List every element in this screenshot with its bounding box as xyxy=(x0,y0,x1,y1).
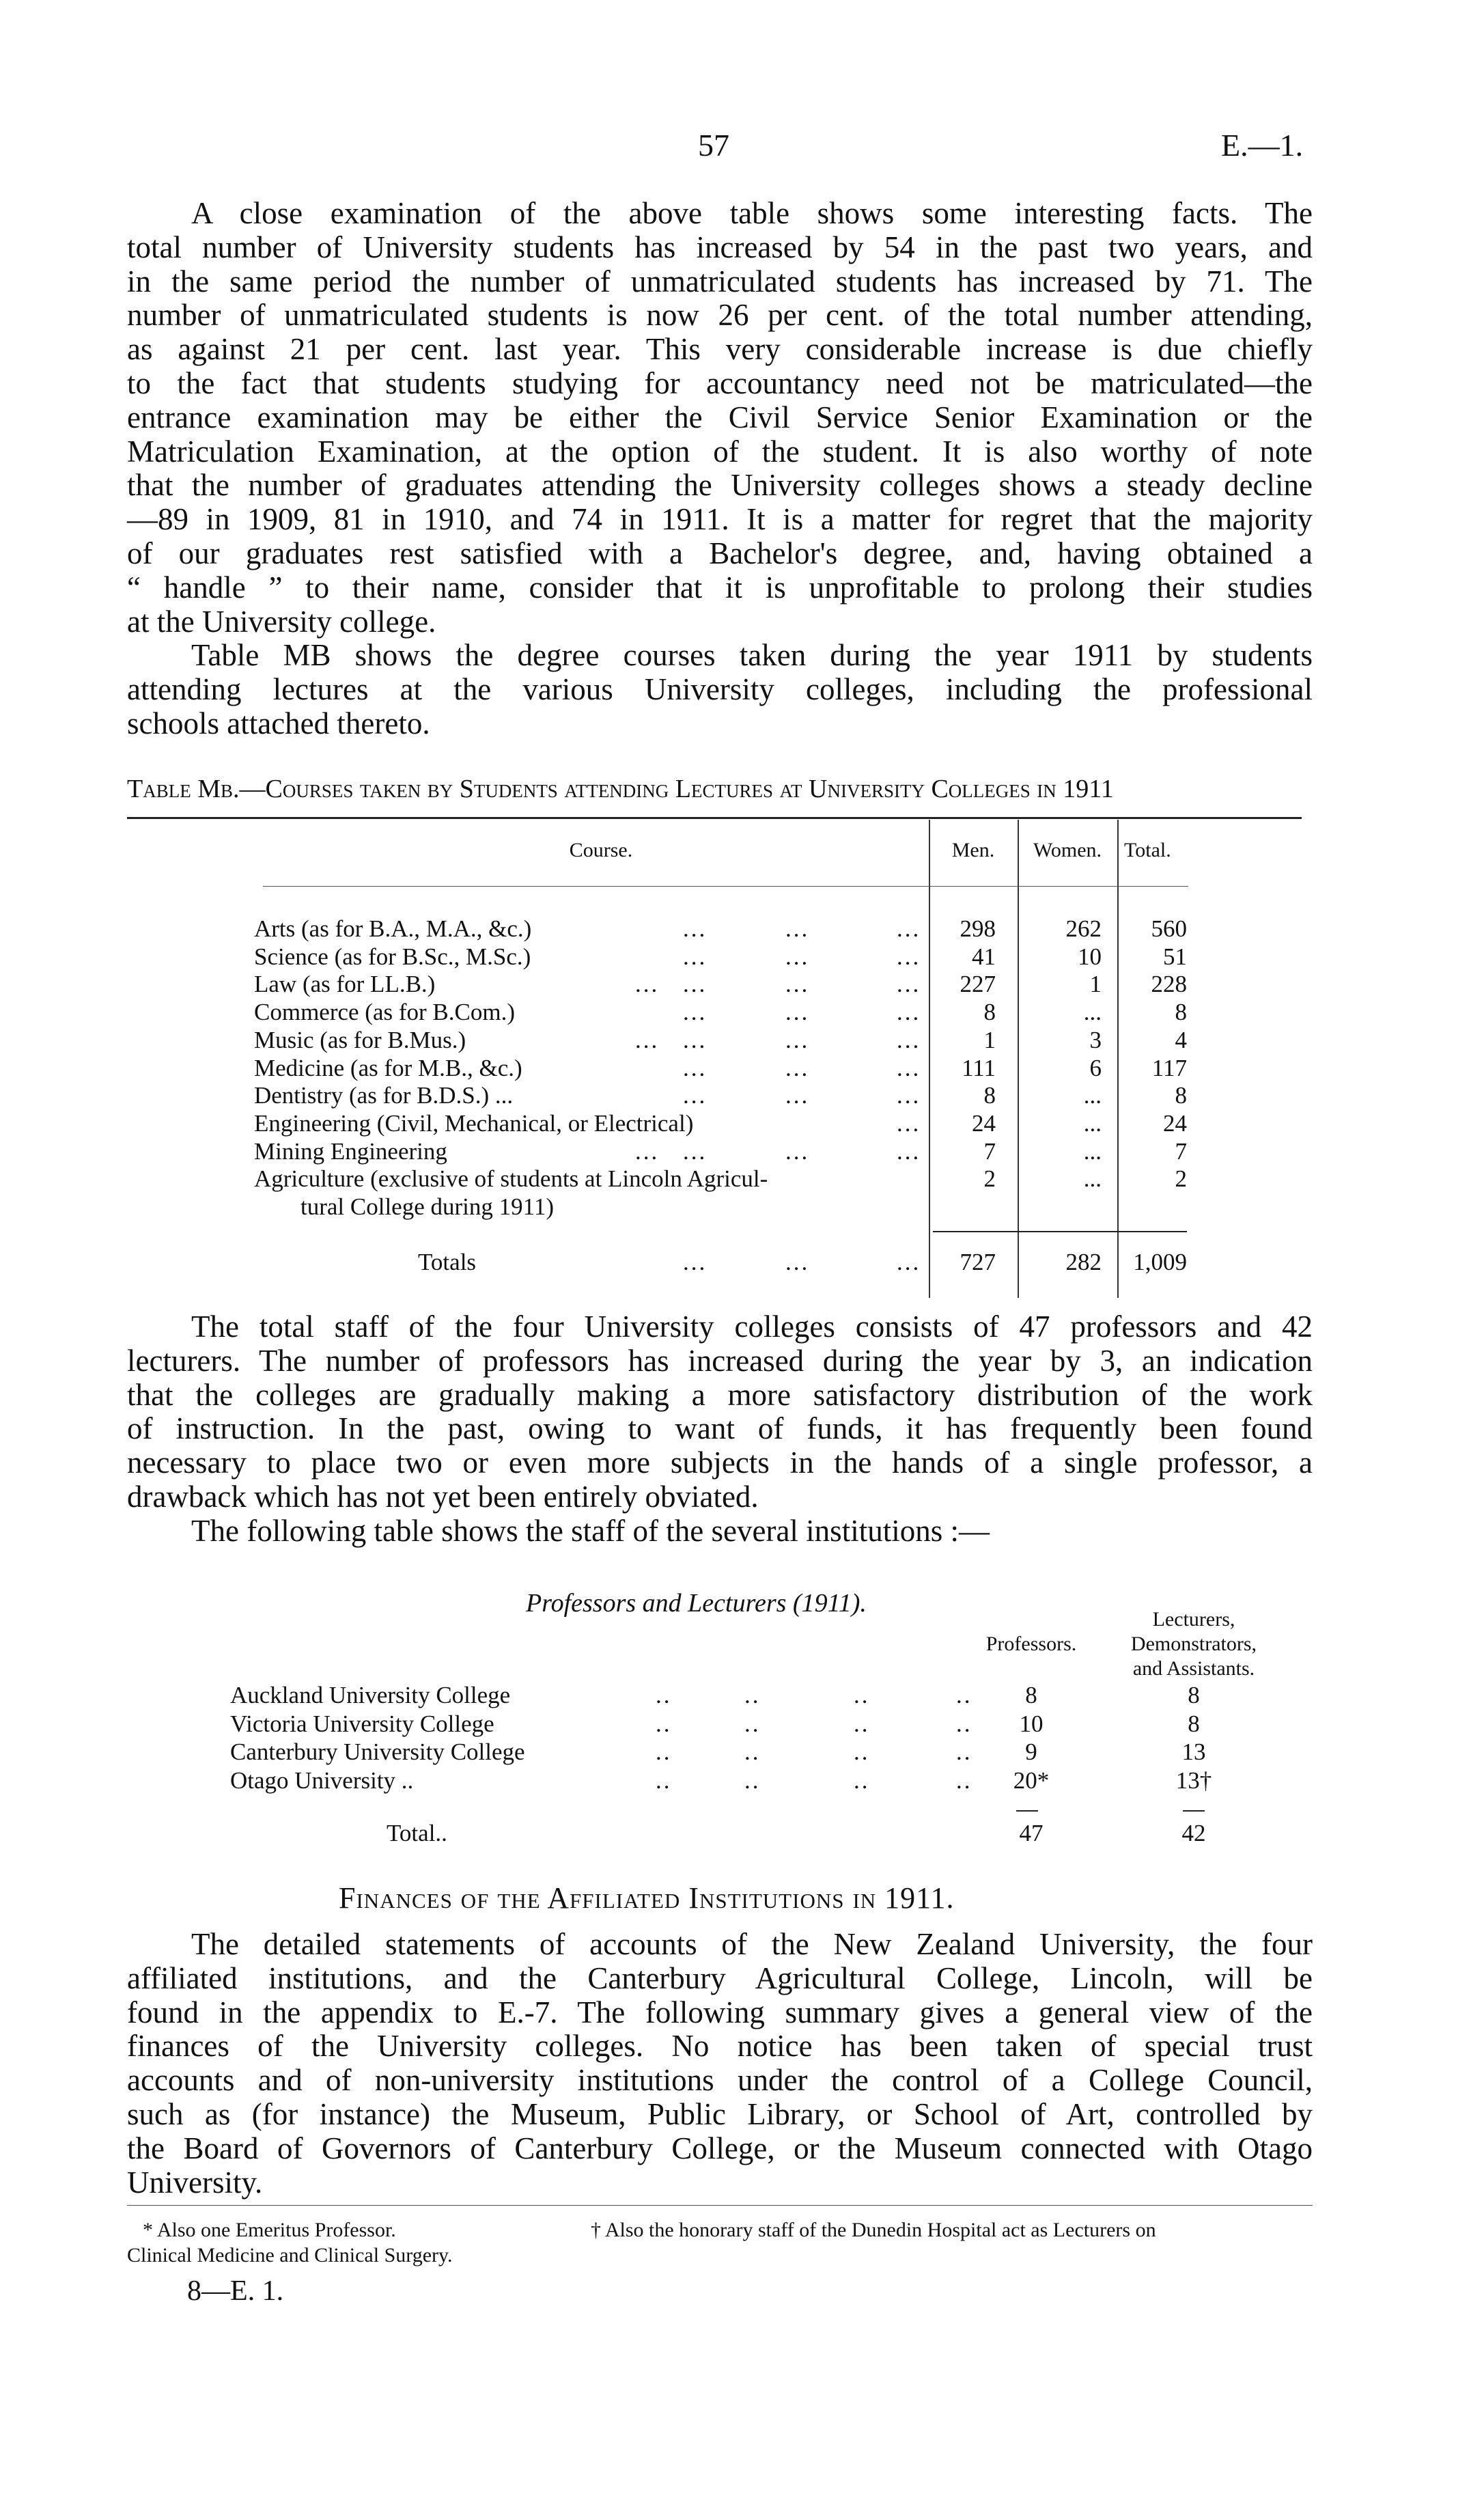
text-line: at the University college. xyxy=(127,604,436,639)
paragraph-3 xyxy=(127,1310,1313,1514)
leader-dots: ... xyxy=(785,1137,810,1165)
leader-dots: .. xyxy=(656,1682,672,1708)
leader-dots: ... xyxy=(897,971,921,998)
leader-dots: .. xyxy=(744,1766,761,1794)
header-lecturers-line: Lecturers, xyxy=(1152,1608,1235,1631)
leader-dots: ... xyxy=(897,1249,921,1275)
totals-rule xyxy=(933,1231,1187,1232)
text-line: Matriculation Examination, at the option of the student. It is also worthy of note xyxy=(127,434,1313,469)
professors-count: 8 xyxy=(1025,1682,1037,1708)
leader-dots: ... xyxy=(635,1137,660,1165)
women-count: 1 xyxy=(1089,971,1102,998)
leader-dots: .. xyxy=(854,1710,870,1737)
total-count: 24 xyxy=(1163,1109,1187,1137)
leader-dots: ... xyxy=(897,999,921,1026)
leader-dots: ... xyxy=(897,1109,921,1137)
men-count: 7 xyxy=(983,1137,996,1165)
leader-dots: .. xyxy=(854,1682,870,1708)
text-line: entrance examination may be either the Civil Service Senior Examination or the xyxy=(127,400,1313,434)
men-count: 8 xyxy=(983,999,996,1026)
men-count: 8 xyxy=(983,1082,996,1109)
total-count: 7 xyxy=(1175,1137,1187,1165)
footnote-star: * Also one Emeritus Professor. xyxy=(143,2219,396,2241)
women-count: 6 xyxy=(1089,1054,1102,1081)
staff-total-professors: 47 xyxy=(1019,1820,1044,1846)
paragraph-5 xyxy=(127,1928,1313,2200)
leader-dots: .. xyxy=(744,1710,761,1737)
course-label: Medicine (as for M.B., &c.) xyxy=(254,1054,522,1081)
leader-dots: ... xyxy=(635,1026,660,1053)
text-line: number of unmatriculated students is now 26 per cent. of the total number attending, xyxy=(127,298,1313,333)
leader-dots: ... xyxy=(897,915,921,942)
course-label: Law (as for LL.B.) xyxy=(254,971,436,998)
leader-dots: ... xyxy=(683,999,708,1026)
text-line: to the fact that students studying for accountancy need not be matriculated—the xyxy=(127,365,1313,400)
leader-dots: ... xyxy=(683,1137,708,1165)
column-divider xyxy=(1117,820,1119,1298)
leader-dots: ... xyxy=(785,1082,810,1109)
leader-dots: .. xyxy=(854,1766,870,1794)
leader-dots: ... xyxy=(683,915,708,942)
women-count: ... xyxy=(1083,1165,1102,1193)
text-line: lecturers. The number of professors has increased during the year by 3, an indication xyxy=(127,1343,1313,1378)
page-number: 57 xyxy=(698,128,729,163)
institution-name: Auckland University College xyxy=(230,1682,511,1708)
text-line: the Board of Governors of Canterbury College, or the Museum connected with Otago xyxy=(127,2131,1313,2165)
lecturers-count: 13 xyxy=(1181,1738,1206,1765)
leader-dots: ... xyxy=(785,971,810,998)
leader-dots: ... xyxy=(683,971,708,998)
column-divider xyxy=(929,820,930,1298)
text-line: “ handle ” to their name, consider that it is unprofitable to prolong their studies xyxy=(127,570,1313,605)
institution-name: Victoria University College xyxy=(230,1710,494,1737)
women-count: 3 xyxy=(1089,1026,1102,1053)
men-count: 298 xyxy=(960,915,996,942)
header-rule xyxy=(263,886,1188,887)
text-line: The total staff of the four University colleges consists of 47 professors and 42 xyxy=(191,1309,1313,1344)
totals-label: Totals xyxy=(418,1249,477,1275)
men-count: 1 xyxy=(983,1026,996,1053)
total-count: 2 xyxy=(1175,1165,1187,1193)
men-count: 111 xyxy=(962,1054,996,1081)
total-count: 8 xyxy=(1175,1082,1187,1109)
leader-dots: ... xyxy=(683,1082,708,1109)
leader-dots: ... xyxy=(897,1026,921,1053)
header-women: Women. xyxy=(1033,839,1102,861)
leader-dots: ... xyxy=(683,943,708,970)
text-line: schools attached thereto. xyxy=(127,706,430,740)
report-reference: E.—1. xyxy=(1221,128,1304,163)
paragraph-1 xyxy=(127,197,1313,639)
women-count: ... xyxy=(1083,1109,1102,1137)
leader-dots: ... xyxy=(635,971,660,998)
institution-name: Otago University .. xyxy=(230,1766,414,1794)
leader-dots: .. xyxy=(956,1682,972,1708)
text-line: necessary to place two or even more subjects in the hands of a single professor, a xyxy=(127,1445,1313,1480)
totals-total: 1,009 xyxy=(1133,1249,1187,1275)
leader-dots: ... xyxy=(785,999,810,1026)
leader-dots: .. xyxy=(956,1738,972,1765)
lecturers-count: 8 xyxy=(1188,1710,1200,1737)
men-count: 227 xyxy=(960,971,996,998)
paragraph-2 xyxy=(127,639,1313,740)
leader-dots: ... xyxy=(785,915,810,942)
header-lecturers xyxy=(1112,1607,1276,1681)
leader-dots: ... xyxy=(897,1082,921,1109)
course-label: Commerce (as for B.Com.) xyxy=(254,999,515,1026)
text-line: The following table shows the staff of the several institutions :— xyxy=(191,1514,990,1548)
course-label: Mining Engineering xyxy=(254,1137,447,1165)
leader-dots: .. xyxy=(744,1682,761,1708)
leader-dots: .. xyxy=(656,1766,672,1794)
text-line: found in the appendix to E.-7. The following summary gives a general view of the xyxy=(127,1995,1313,2029)
text-line: accounts and of non-university institutions under the control of a College Council, xyxy=(127,2063,1313,2098)
men-count: 2 xyxy=(983,1165,996,1193)
leader-dots: ... xyxy=(785,1026,810,1053)
course-label-continued: tural College during 1911) xyxy=(300,1193,554,1220)
text-line: of our graduates rest satisfied with a Bachelor's degree, and, having obtained a xyxy=(127,536,1313,570)
professors-count: 9 xyxy=(1025,1738,1037,1765)
course-label: Music (as for B.Mus.) xyxy=(254,1026,466,1053)
leader-dots: .. xyxy=(744,1738,761,1765)
total-count: 8 xyxy=(1175,999,1187,1026)
text-line: of instruction. In the past, owing to want of funds, it has frequently been found xyxy=(127,1411,1313,1446)
leader-dots: .. xyxy=(656,1710,672,1737)
text-line: as against 21 per cent. last year. This very considerable increase is due chiefly xyxy=(127,332,1313,367)
total-count: 51 xyxy=(1163,943,1187,970)
total-count: 560 xyxy=(1151,915,1187,942)
sum-rule xyxy=(1183,1810,1205,1812)
women-count: ... xyxy=(1083,999,1102,1026)
leader-dots: ... xyxy=(683,1249,708,1275)
column-divider xyxy=(1018,820,1019,1298)
men-count: 24 xyxy=(972,1109,996,1137)
text-line: The detailed statements of accounts of the New Zealand University, the four xyxy=(191,1927,1313,1961)
leader-dots: ... xyxy=(897,1054,921,1081)
text-line: that the number of graduates attending the University colleges shows a steady decline xyxy=(127,468,1313,503)
header-course: Course. xyxy=(569,839,633,861)
totals-women: 282 xyxy=(1065,1249,1102,1275)
professors-count: 10 xyxy=(1019,1710,1044,1737)
header-lecturers-line: Demonstrators, xyxy=(1130,1633,1257,1655)
women-count: 10 xyxy=(1078,943,1102,970)
paragraph-4 xyxy=(127,1514,1313,1549)
course-label: Arts (as for B.A., M.A., &c.) xyxy=(254,915,532,942)
leader-dots: .. xyxy=(956,1766,972,1794)
header-total: Total. xyxy=(1124,839,1171,861)
course-label: Agriculture (exclusive of students at Lincoln Agricul- xyxy=(254,1165,768,1193)
table-mb-title: Table Mb.—Courses taken by Students attending Lectures at University Colleges in 1911 xyxy=(127,775,1114,803)
text-line: such as (for instance) the Museum, Public Library, or School of Art, controlled by xyxy=(127,2096,1313,2131)
text-line: in the same period the number of unmatriculated students has increased by 71. The xyxy=(127,264,1313,299)
text-line: attending lectures at the various University colleges, including the professional xyxy=(127,671,1313,706)
table-top-rule xyxy=(127,817,1302,819)
women-count: 262 xyxy=(1065,915,1102,942)
men-count: 41 xyxy=(972,943,996,970)
course-label: Engineering (Civil, Mechanical, or Electrical) xyxy=(254,1109,694,1137)
leader-dots: ... xyxy=(897,943,921,970)
women-count: ... xyxy=(1083,1137,1102,1165)
text-line: that the colleges are gradually making a more satisfactory distribution of the work xyxy=(127,1377,1313,1412)
leader-dots: ... xyxy=(785,1249,810,1275)
lecturers-count: 8 xyxy=(1188,1682,1200,1708)
leader-dots: .. xyxy=(956,1710,972,1737)
footnote-dagger: † Also the honorary staff of the Dunedin Hospital act as Lecturers on xyxy=(591,2219,1156,2241)
total-count: 228 xyxy=(1151,971,1187,998)
leader-dots: ... xyxy=(683,1026,708,1053)
header-professors: Professors. xyxy=(985,1633,1077,1655)
course-label: Science (as for B.Sc., M.Sc.) xyxy=(254,943,531,970)
section-heading: Finances of the Affiliated Institutions in 1911. xyxy=(339,1881,955,1915)
professors-count: 20* xyxy=(1013,1766,1050,1794)
staff-total-label: Total.. xyxy=(387,1820,447,1846)
text-line: total number of University students has increased by 54 in the past two years, and xyxy=(127,230,1313,264)
header-men: Men. xyxy=(951,839,995,861)
signature-mark: 8—E. 1. xyxy=(187,2275,284,2307)
footnote-dagger-continued: Clinical Medicine and Clinical Surgery. xyxy=(127,2244,453,2267)
course-label: Dentistry (as for B.D.S.) ... xyxy=(254,1082,514,1109)
institution-name: Canterbury University College xyxy=(230,1738,525,1765)
leader-dots: ... xyxy=(683,1054,708,1081)
staff-table-title: Professors and Lecturers (1911). xyxy=(526,1589,867,1618)
leader-dots: .. xyxy=(854,1738,870,1765)
footnote-rule xyxy=(127,2205,1313,2206)
text-line: —89 in 1909, 81 in 1910, and 74 in 1911. It is a matter for regret that the majority xyxy=(127,502,1313,537)
text-line: drawback which has not yet been entirely obviated. xyxy=(127,1479,759,1514)
total-count: 4 xyxy=(1175,1026,1187,1053)
text-line: finances of the University colleges. No notice has been taken of special trust xyxy=(127,2029,1313,2064)
text-line: Table MB shows the degree courses taken during the year 1911 by students xyxy=(191,638,1313,672)
totals-men: 727 xyxy=(960,1249,996,1275)
lecturers-count: 13† xyxy=(1175,1766,1212,1794)
leader-dots: .. xyxy=(656,1738,672,1765)
total-count: 117 xyxy=(1151,1054,1187,1081)
text-line: University. xyxy=(127,2165,263,2200)
sum-rule xyxy=(1016,1810,1038,1812)
women-count: ... xyxy=(1083,1082,1102,1109)
text-line: A close examination of the above table shows some interesting facts. The xyxy=(191,196,1313,230)
leader-dots: ... xyxy=(785,1054,810,1081)
leader-dots: ... xyxy=(897,1137,921,1165)
header-lecturers-line: and Assistants. xyxy=(1132,1657,1255,1680)
staff-total-lecturers: 42 xyxy=(1181,1820,1206,1846)
text-line: affiliated institutions, and the Canterbury Agricultural College, Lincoln, will be xyxy=(127,1960,1313,1995)
leader-dots: ... xyxy=(785,943,810,970)
